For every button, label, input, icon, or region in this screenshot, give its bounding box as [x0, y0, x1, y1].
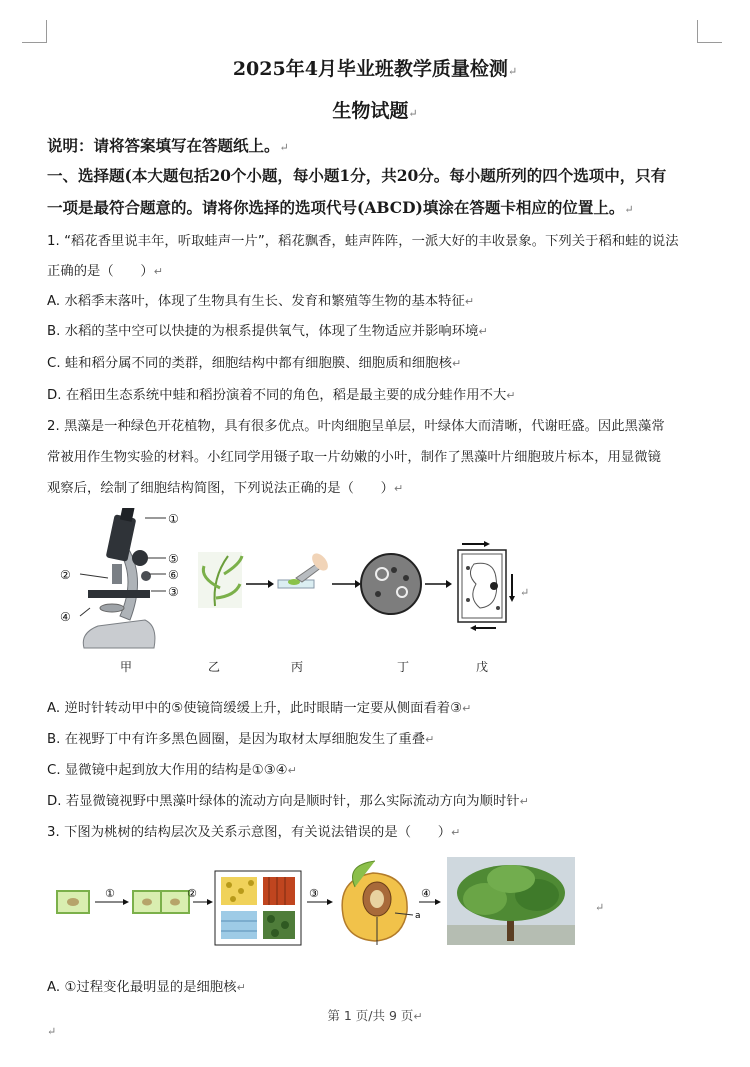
- microscope-illustration: [80, 508, 166, 648]
- q1-stem-line1: 1. “稻花香里说丰年，听取蛙声一片”，稻花飘香，蛙声阵阵，一派大好的丰收景象。下列关于稻和蛙的说法: [47, 234, 679, 249]
- q3-stem: 3. 下图为桃树的结构层次及关系示意图，有关说法错误的是（ ）↵: [47, 825, 461, 840]
- cell-illustration: [57, 891, 89, 913]
- q3-figure: [55, 855, 615, 950]
- crop-mark-top-left: [22, 20, 47, 43]
- plant-illustration: [198, 552, 242, 608]
- mark-1: ①: [168, 512, 179, 526]
- peach-tree-illustration: [447, 857, 575, 945]
- section1-heading-line1: 一、选择题(本大题包括20个小题，每小题1分，共20分。每小题所列的四个选项中，只有: [47, 166, 667, 185]
- q2-stem-line1: 2. 黑藻是一种绿色开花植物，具有很多优点。叶肉细胞呈单层，叶绿体大而清晰，代谢旺盛。因此黑藻常: [47, 419, 665, 434]
- cell-diagram-illustration: [458, 541, 515, 631]
- peach-fruit-illustration: [342, 861, 420, 945]
- q1-stem-line2: 正确的是（ ）↵: [47, 264, 164, 279]
- section1-heading-line2: 一项是最符合题意的。请将你选择的选项代号(ABCD)填涂在答题卡相应的位置上。↵: [47, 198, 634, 217]
- divided-cells-illustration: [133, 891, 189, 913]
- q2-option-b: B. 在视野丁中有许多黑色圆圈，是因为取材太厚细胞发生了重叠↵: [47, 732, 435, 747]
- step-1: ①: [105, 887, 115, 900]
- q1-option-c: C. 蛙和稻分属不同的类群，细胞结构中都有细胞膜、细胞质和细胞核↵: [47, 356, 462, 371]
- microscope-view-illustration: [361, 554, 421, 614]
- q3-option-a: A. ①过程变化最明显的是细胞核↵: [47, 980, 246, 995]
- q2-figure: [50, 508, 540, 658]
- q1-option-b: B. 水稻的茎中空可以快捷的为根系提供氧气，体现了生物适应并影响环境↵: [47, 324, 488, 339]
- q2-option-c: C. 显微镜中起到放大作用的结构是①③④↵: [47, 763, 297, 778]
- page-subtitle: 生物试题↵: [332, 100, 418, 122]
- q3-fig-para-mark: ↵: [595, 901, 605, 914]
- q1-option-a: A. 水稻季末落叶，体现了生物具有生长、发育和繁殖等生物的基本特征↵: [47, 294, 475, 309]
- q2-option-a: A. 逆时针转动甲中的⑤使镜筒缓缓上升，此时眼睛一定要从侧面看着③↵: [47, 701, 472, 716]
- q2-stem-line2: 常被用作生物实验的材料。小红同学用镊子取一片幼嫩的小叶，制作了黑藻叶片细胞玻片标本，用显微镜: [47, 450, 661, 465]
- slide-preparation-illustration: [278, 550, 331, 588]
- step-3: ③: [309, 887, 319, 900]
- end-para-mark: ↵: [47, 1025, 57, 1038]
- fig-label-jia: 甲: [120, 660, 133, 674]
- q2-stem-line3: 观察后，绘制了细胞结构简图，下列说法正确的是（ ）↵: [47, 481, 404, 496]
- q1-option-d: D. 在稻田生态系统中蛙和稻扮演着不同的角色，稻是最主要的成分蛙作用不大↵: [47, 388, 516, 403]
- fig-label-bing: 丙: [291, 660, 304, 674]
- page-title: 2025年4月毕业班教学质量检测↵: [232, 58, 518, 80]
- mark-6: ⑥: [168, 568, 179, 582]
- fig-label-yi: 乙: [208, 660, 221, 674]
- mark-3: ③: [168, 585, 179, 599]
- crop-mark-top-right: [697, 20, 722, 43]
- fig-label-ding: 丁: [397, 660, 410, 674]
- fig-para-mark: ↵: [520, 586, 530, 599]
- mark-4: ④: [60, 610, 71, 624]
- fig-label-wu: 戊: [476, 660, 489, 674]
- step-2: ②: [187, 887, 197, 900]
- tissues-illustration: [215, 871, 301, 945]
- instructions: 说明：请将答案填写在答题纸上。↵: [47, 136, 289, 155]
- page-footer: 第 1 页/共 9 页↵: [327, 1008, 423, 1023]
- mark-5: ⑤: [168, 552, 179, 566]
- q2-option-d: D. 若显微镜视野中黑藻叶绿体的流动方向是顺时针，那么实际流动方向为顺时针↵: [47, 794, 529, 809]
- mark-2: ②: [60, 568, 71, 582]
- mark-a: a: [415, 911, 421, 921]
- step-4: ④: [421, 887, 431, 900]
